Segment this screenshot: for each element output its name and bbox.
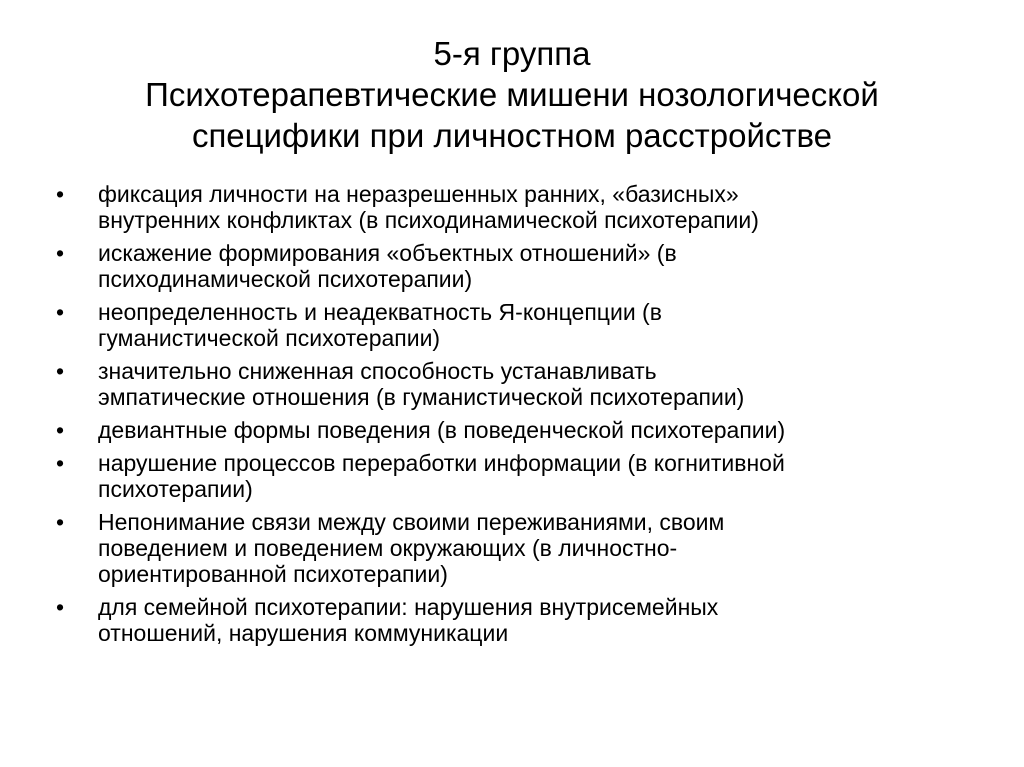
bullet-marker: • xyxy=(56,181,65,207)
bullet-marker: • xyxy=(56,240,65,266)
bullet-item xyxy=(52,509,972,587)
bullet-text-line: внутренних конфликтах (в психодинамической психотерапии) xyxy=(98,207,759,233)
bullet-text-line: фиксация личности на неразрешенных ранних, «базисных» xyxy=(98,181,739,207)
bullet-text-line: ориентированной психотерапии) xyxy=(98,561,448,587)
bullet-list xyxy=(52,181,972,653)
bullet-item xyxy=(52,299,972,351)
bullet-text-line: неопределенность и неадекватность Я-концепции (в xyxy=(98,299,662,325)
bullet-item xyxy=(52,181,972,233)
bullet-marker: • xyxy=(56,594,65,620)
bullet-text-line: для семейной психотерапии: нарушения внутрисемейных xyxy=(98,594,719,620)
bullet-item xyxy=(52,417,972,443)
title-line: специфики при личностном расстройстве xyxy=(191,117,833,154)
bullet-marker: • xyxy=(56,358,65,384)
bullet-marker: • xyxy=(56,299,65,325)
bullet-text-line: психодинамической психотерапии) xyxy=(98,266,473,292)
bullet-item xyxy=(52,594,972,646)
bullet-text-line: эмпатические отношения (в гуманистической психотерапии) xyxy=(98,384,745,410)
bullet-text-line: отношений, нарушения коммуникации xyxy=(98,620,509,646)
bullet-text-line: нарушение процессов переработки информации (в когнитивной xyxy=(98,450,785,476)
bullet-marker: • xyxy=(56,450,65,476)
title-line: 5-я группа xyxy=(433,35,591,72)
bullet-text-line: поведением и поведением окружающих (в личностно- xyxy=(98,535,678,561)
bullet-marker: • xyxy=(56,509,65,535)
bullet-text-line: психотерапии) xyxy=(98,476,253,502)
slide-title xyxy=(40,33,984,156)
bullet-text-line: гуманистической психотерапии) xyxy=(98,325,441,351)
bullet-marker: • xyxy=(56,417,65,443)
bullet-text-line: искажение формирования «объектных отношений» (в xyxy=(98,240,677,266)
bullet-item xyxy=(52,240,972,292)
bullet-text-line: значительно сниженная способность устанавливать xyxy=(98,358,657,384)
bullet-text-line: девиантные формы поведения (в поведенческой психотерапии) xyxy=(98,417,786,443)
title-line: Психотерапевтические мишени нозологической xyxy=(145,76,879,113)
bullet-item xyxy=(52,358,972,410)
bullet-text-line: Непонимание связи между своими переживаниями, своим xyxy=(98,509,725,535)
bullet-item xyxy=(52,450,972,502)
